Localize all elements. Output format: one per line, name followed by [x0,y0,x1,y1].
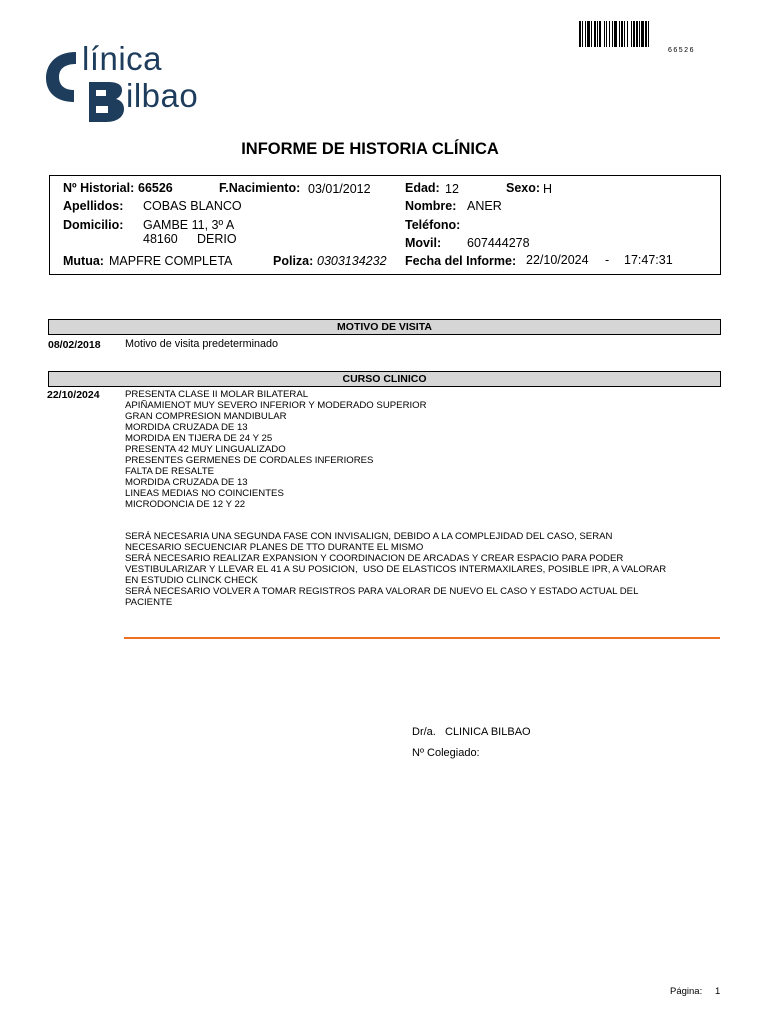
nacimiento-label: F.Nacimiento: [219,181,301,195]
movil-label: Movil: [405,236,442,250]
edad-value: 12 [445,182,459,196]
orange-divider [124,637,720,639]
nombre-label: Nombre: [405,199,457,213]
doctor-prefix: Dr/a. [412,726,436,738]
apellidos-value: COBAS BLANCO [143,199,242,213]
apellidos-label: Apellidos: [63,199,124,213]
motivo-text: Motivo de visita predeterminado [125,338,279,350]
fecha-separator: - [605,253,610,267]
motivo-date: 08/02/2018 [48,339,101,351]
poliza-label: Poliza: [273,254,314,268]
barcode-bar [649,21,651,47]
historial-label: Nº Historial: [63,181,135,195]
nombre-value: ANER [467,199,502,213]
hora-informe-value: 17:47:31 [624,253,673,267]
domicilio-cp: 48160 [143,232,178,246]
motivo-header: MOTIVO DE VISITA [48,319,721,335]
report-title: INFORME DE HISTORIA CLÍNICA [241,140,499,158]
nacimiento-value: 03/01/2012 [308,182,371,196]
poliza-value: 0303134232 [317,254,387,268]
sexo-label: Sexo: [506,181,541,195]
barcode [579,21,692,47]
fecha-informe-label: Fecha del Informe: [405,254,517,268]
domicilio-line1: GAMBE 11, 3º A [143,218,235,232]
sexo-value: H [543,182,553,196]
domicilio-label: Domicilio: [63,218,124,232]
curso-findings: PRESENTA CLASE II MOLAR BILATERAL APIÑAMIENOT MUY SEVERO INFERIOR Y MODERADO SUPERIOR GRAN COMPRESION MANDIBULAR MORDIDA CRUZADA DE 13 MORDIDA EN TIJERA DE 24 Y 25 PRESENTA 42 MUY LINGUALIZADO PRESENTES GERMENES DE CORDALES INFERIORES FALTA DE RESALTE MORDIDA CRUZADA DE 13 LINEAS MEDIAS NO COINCIENTES MICRODONCIA DE 12 Y 22 [125,389,427,510]
logo-line1: línica [82,40,163,77]
page-label: Página: [670,986,703,997]
mutua-label: Mutua: [63,254,104,268]
doctor-name: CLINICA BILBAO [445,726,531,738]
edad-label: Edad: [405,181,440,195]
telefono-label: Teléfono: [405,218,461,232]
curso-paragraph: SERÁ NECESARIA UNA SEGUNDA FASE CON INVISALIGN, DEBIDO A LA COMPLEJIDAD DEL CASO, SERAN NECESARIO SECUENCIAR PLANES DE TTO DURANTE EL MISMO SERÁ NECESARIO REALIZAR EXPANSION Y COORDINACION DE ARCADAS Y CREAR ESPACIO PARA PODER VESTIBULARIZAR Y LLEVAR EL 41 A SU POSICION, USO DE ELASTICOS INTERMAXILARES, POSIBLE IPR, A VALORAR EN ESTUDIO CLINCK CHECK SERÁ NECESARIO VOLVER A TOMAR REGISTROS PARA VALORAR DE NUEVO EL CASO Y ESTADO ACTUAL DEL PACIENTE [125,531,667,608]
barcode-number: 66526 [668,47,695,54]
domicilio-city: DERIO [197,232,237,246]
fecha-informe-value: 22/10/2024 [526,253,589,267]
page-number: 1 [715,986,721,997]
curso-header: CURSO CLINICO [48,371,721,387]
curso-date: 22/10/2024 [47,389,100,401]
logo-line2: ilbao [126,77,199,114]
movil-value: 607444278 [467,236,530,250]
colegiado-label: Nº Colegiado: [412,747,480,759]
historial-value: 66526 [138,181,173,195]
mutua-value: MAPFRE COMPLETA [109,254,233,268]
